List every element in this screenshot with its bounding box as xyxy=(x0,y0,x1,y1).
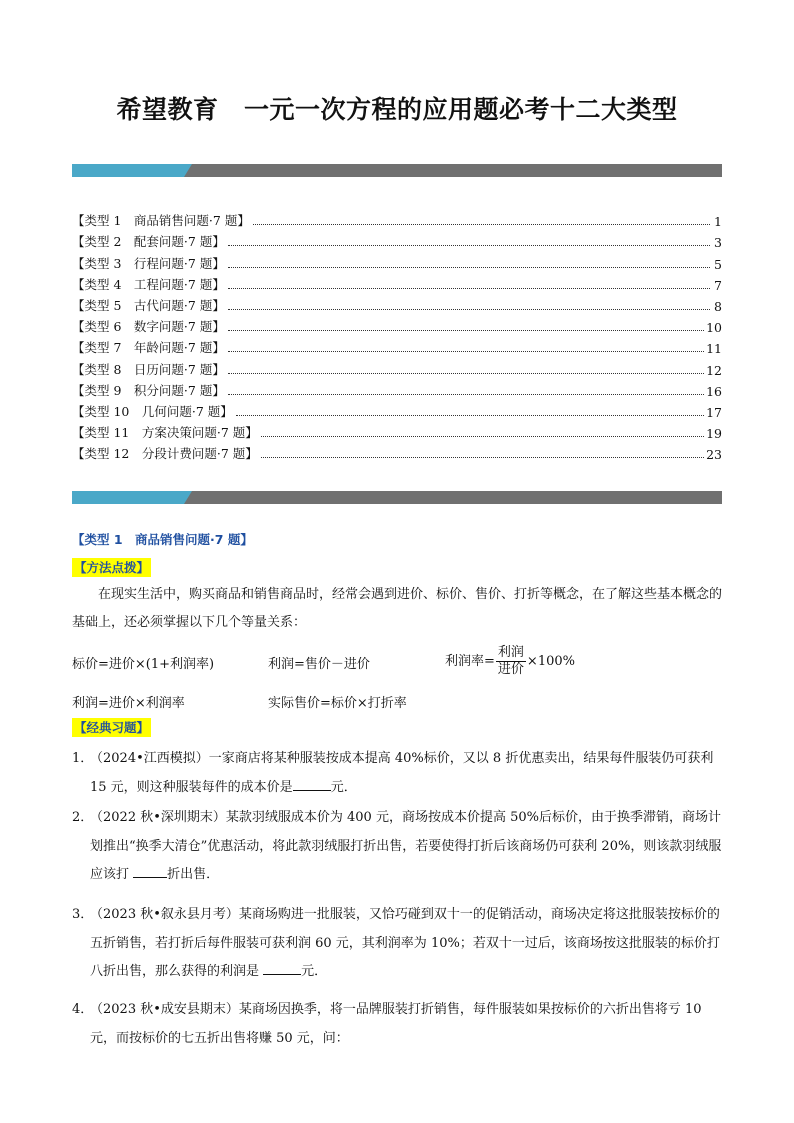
exercise-tag: 【经典习题】 xyxy=(74,720,150,735)
toc-entry[interactable]: 【类型 5 古代问题·7 题】 8 xyxy=(72,297,722,314)
question-item: 4． （2023 秋•成安县期末）某商场因换季，将一品牌服装打折销售，每件服装如果按标价的六折出售将亏 10 元，而按标价的七五折出售将赚 50 元，问： xyxy=(72,1002,702,1046)
toc-entry[interactable]: 【类型 3 行程问题·7 题】 5 xyxy=(72,255,722,272)
toc-entry[interactable]: 【类型 8 日历问题·7 题】 12 xyxy=(72,361,722,378)
toc-entry[interactable]: 【类型 6 数字问题·7 题】 10 xyxy=(72,319,722,336)
answer-blank[interactable] xyxy=(293,776,331,791)
question-item: 2． （2022 秋•深圳期末）某款羽绒服成本价为 400 元，商场按成本价提高 50%后标价，由于换季滞销，商场计划推出“换季大清仓”优惠活动，将此款羽绒服打折出售，若要使得打折后该商场仍可获利 20%，则该款羽绒服应该打 折出售． xyxy=(72,810,722,882)
formula-actual-price: 实际售价=标价×打折率 xyxy=(268,696,407,711)
page-title: 希望教育 一元一次方程的应用题必考十二大类型 xyxy=(116,95,678,124)
question-item: 1． （2024•江西模拟）一家商店将某种服装按成本提高 40%标价，又以 8 折优惠卖出，结果每件服装仍可获利 15 元，则这种服装每件的成本价是 元． xyxy=(72,751,714,795)
question-item: 3． （2023 秋•叙永县月考）某商场购进一批服装，又恰巧碰到双十一的促销活动，商场决定将这批服装按标价的五折销售，若打折后每件服装可获利润 60 元，其利润率为 10%；若双十一过后，该商场按这批服装的标价打八折出售，那么获得的利润是 元． xyxy=(72,907,720,979)
top-divider xyxy=(72,164,722,177)
method-tag: 【方法点拨】 xyxy=(74,560,150,575)
method-paragraph: 在现实生活中，购买商品和销售商品时，经常会遇到进价、标价、售价、打折等概念，在了解这些基本概念的基础上，还必须掌握以下几个等量关系： xyxy=(72,587,723,630)
formula-profit: 利润=售价－进价 xyxy=(268,657,370,672)
toc-entry[interactable]: 【类型 11 方案决策问题·7 题】 19 xyxy=(72,425,722,442)
toc-entry[interactable]: 【类型 4 工程问题·7 题】 7 xyxy=(72,276,722,293)
toc-entry[interactable]: 【类型 10 几何问题·7 题】 17 xyxy=(72,403,722,420)
toc-entry[interactable]: 【类型 7 年龄问题·7 题】 11 xyxy=(72,340,722,357)
answer-blank[interactable] xyxy=(133,863,167,878)
answer-blank[interactable] xyxy=(263,960,301,975)
toc-entry[interactable]: 【类型 9 积分问题·7 题】 16 xyxy=(72,382,722,399)
toc-entry[interactable]: 【类型 1 商品销售问题·7 题】 1 xyxy=(72,213,722,230)
toc-entry[interactable]: 【类型 2 配套问题·7 题】 3 xyxy=(72,234,722,251)
table-of-contents xyxy=(72,208,722,462)
fraction: $\frac{\text{利润}}{\text{进价}}$ xyxy=(497,645,524,677)
section-divider xyxy=(72,491,722,504)
formula-profit-by-rate: 利润=进价×利润率 xyxy=(72,696,185,711)
formula-profit-rate: 利润率= $\frac{\text{利润}}{\text{进价}}$ ×100% xyxy=(445,645,575,677)
section-heading: 【类型 1 商品销售问题·7 题】 xyxy=(72,532,253,547)
formula-markup-price: 标价=进价×(1+利润率) xyxy=(72,657,215,672)
toc-entry[interactable]: 【类型 12 分段计费问题·7 题】 23 xyxy=(72,446,722,463)
